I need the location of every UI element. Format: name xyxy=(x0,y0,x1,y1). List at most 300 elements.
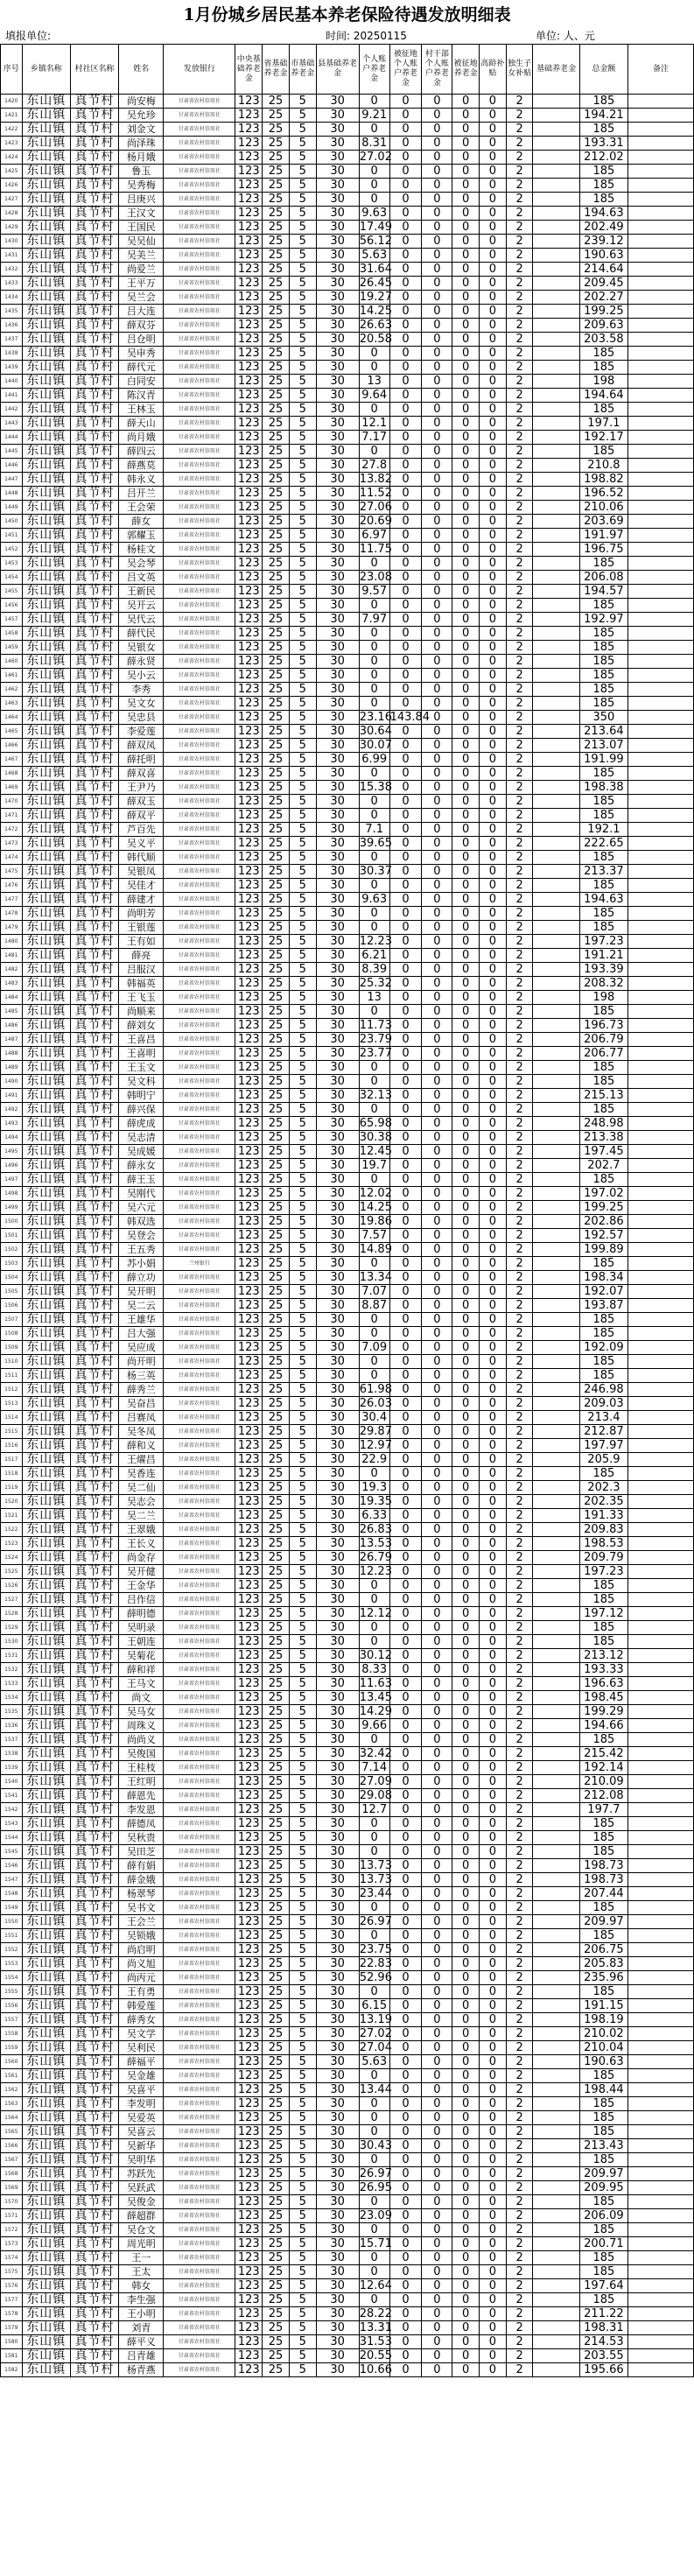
person-name-cell: 薛兴保 xyxy=(119,1103,164,1117)
remarks-cell xyxy=(628,1341,694,1355)
land-expropriated-account-pension-cell: 0 xyxy=(389,1803,422,1817)
remarks-cell xyxy=(628,1761,694,1775)
total-amount-cell: 248.98 xyxy=(579,1117,627,1131)
village-cadre-account-pension-cell: 0 xyxy=(422,333,452,347)
village-cadre-account-pension-cell: 0 xyxy=(422,1971,452,1985)
only-child-subsidy-cell: 2 xyxy=(506,1145,533,1159)
remarks-cell xyxy=(628,1663,694,1677)
village-name-cell: 真节村 xyxy=(70,1061,118,1075)
land-expropriated-account-pension-cell: 0 xyxy=(389,1215,422,1229)
personal-account-pension-cell: 27.04 xyxy=(359,2041,392,2054)
township-name-cell: 东山镇 xyxy=(22,361,70,375)
payout-bank-cell: 甘肃省农村信用社 xyxy=(164,1355,235,1369)
only-child-subsidy-cell: 2 xyxy=(506,725,533,739)
basic-pension-cell xyxy=(533,151,579,165)
row-number-cell: 1495 xyxy=(1,1145,23,1159)
person-name-cell: 吴冬凤 xyxy=(119,1425,164,1439)
row-number-cell: 1577 xyxy=(1,2293,23,2307)
person-name-cell: 王金华 xyxy=(119,1579,164,1593)
village-cadre-account-pension-cell: 0 xyxy=(422,683,452,697)
table-row xyxy=(1,417,694,431)
personal-account-pension-cell: 26.03 xyxy=(359,1397,392,1410)
land-expropriated-pension-cell: 0 xyxy=(452,1537,480,1551)
table-row xyxy=(1,1327,694,1341)
senior-age-subsidy-cell: 0 xyxy=(480,1355,507,1369)
total-amount-cell: 198.53 xyxy=(579,1537,627,1551)
only-child-subsidy-cell: 2 xyxy=(506,417,533,431)
row-number-cell: 1508 xyxy=(1,1327,23,1341)
table-row xyxy=(1,1649,694,1663)
county-basic-pension-cell: 30 xyxy=(316,1719,359,1733)
village-name-cell: 真节村 xyxy=(70,165,118,179)
land-expropriated-pension-cell: 0 xyxy=(452,109,480,123)
provincial-basic-pension-cell: 25 xyxy=(263,599,290,613)
person-name-cell: 吴文女 xyxy=(119,697,164,711)
only-child-subsidy-cell: 2 xyxy=(506,1075,533,1089)
only-child-subsidy-cell: 2 xyxy=(506,1957,533,1971)
senior-age-subsidy-cell: 0 xyxy=(480,2013,507,2027)
township-name-cell: 东山镇 xyxy=(22,2069,70,2083)
village-name-cell: 真节村 xyxy=(70,1341,118,1355)
village-name-cell: 真节村 xyxy=(70,2363,118,2377)
county-basic-pension-cell: 30 xyxy=(316,669,359,683)
village-name-cell: 真节村 xyxy=(70,1915,118,1929)
village-name-cell: 真节村 xyxy=(70,935,118,949)
row-number-cell: 1494 xyxy=(1,1131,23,1145)
person-name-cell: 王一 xyxy=(119,2251,164,2265)
total-amount-cell: 185 xyxy=(579,1467,627,1481)
only-child-subsidy-cell: 2 xyxy=(506,2041,533,2055)
township-name-cell: 东山镇 xyxy=(22,2027,70,2041)
table-row xyxy=(1,2349,694,2363)
payout-bank-cell: 甘肃省农村信用社 xyxy=(164,221,235,235)
village-cadre-account-pension-cell: 0 xyxy=(422,249,452,263)
personal-account-pension-cell: 22.83 xyxy=(359,1957,392,1970)
city-basic-pension-cell: 5 xyxy=(289,2069,316,2083)
total-amount-cell: 185 xyxy=(579,1621,627,1635)
only-child-subsidy-cell: 2 xyxy=(506,109,533,123)
land-expropriated-pension-cell: 0 xyxy=(452,1551,480,1565)
person-name-cell: 吴锁娥 xyxy=(119,1929,164,1943)
senior-age-subsidy-cell: 0 xyxy=(480,1607,507,1621)
city-basic-pension-cell: 5 xyxy=(289,1383,316,1397)
village-name-cell: 真节村 xyxy=(70,2209,118,2223)
land-expropriated-account-pension-cell: 0 xyxy=(389,2055,422,2069)
provincial-basic-pension-cell: 25 xyxy=(263,2293,290,2307)
township-name-cell: 东山镇 xyxy=(22,375,70,389)
person-name-cell: 吴应成 xyxy=(119,1341,164,1355)
city-basic-pension-cell: 5 xyxy=(289,557,316,571)
village-name-cell: 真节村 xyxy=(70,291,118,305)
land-expropriated-pension-cell: 0 xyxy=(452,2195,480,2209)
payout-bank-cell: 甘肃省农村信用社 xyxy=(164,1971,235,1985)
land-expropriated-pension-cell: 0 xyxy=(452,515,480,529)
only-child-subsidy-cell: 2 xyxy=(506,1187,533,1201)
total-amount-cell: 195.66 xyxy=(579,2363,627,2377)
city-basic-pension-cell: 5 xyxy=(289,571,316,585)
only-child-subsidy-cell: 2 xyxy=(506,641,533,655)
personal-account-pension-cell: 19.7 xyxy=(359,1159,389,1173)
person-name-cell: 刘青 xyxy=(119,2321,164,2335)
basic-pension-cell xyxy=(533,2349,579,2363)
county-basic-pension-cell: 30 xyxy=(316,2083,359,2097)
total-amount-cell: 211.22 xyxy=(579,2307,627,2321)
basic-pension-cell xyxy=(533,837,579,851)
township-name-cell: 东山镇 xyxy=(22,571,70,585)
provincial-basic-pension-cell: 25 xyxy=(263,515,290,529)
senior-age-subsidy-cell: 0 xyxy=(480,417,507,431)
person-name-cell: 薛双芬 xyxy=(119,319,164,333)
person-name-cell: 韩明宁 xyxy=(119,1089,164,1103)
senior-age-subsidy-cell: 0 xyxy=(480,2251,507,2265)
basic-pension-cell xyxy=(533,1299,579,1313)
personal-account-pension-cell: 26.97 xyxy=(359,1915,392,1928)
land-expropriated-account-pension-cell: 0 xyxy=(389,1425,422,1439)
payout-bank-cell: 甘肃省农村信用社 xyxy=(164,1509,235,1523)
table-row xyxy=(1,389,694,403)
personal-account-pension-cell: 32.13 xyxy=(359,1089,392,1102)
row-number-cell: 1520 xyxy=(1,1495,23,1509)
senior-age-subsidy-cell: 0 xyxy=(480,599,507,613)
township-name-cell: 东山镇 xyxy=(22,1397,70,1411)
only-child-subsidy-cell: 2 xyxy=(506,1635,533,1649)
total-amount-cell: 185 xyxy=(579,2251,627,2265)
row-number-cell: 1470 xyxy=(1,795,23,809)
table-row xyxy=(1,333,694,347)
row-number-cell: 1479 xyxy=(1,921,23,935)
provincial-basic-pension-cell: 25 xyxy=(263,2223,290,2237)
land-expropriated-account-pension-cell: 0 xyxy=(389,1257,422,1271)
city-basic-pension-cell: 5 xyxy=(289,627,316,641)
land-expropriated-account-pension-cell: 0 xyxy=(389,347,422,361)
person-name-cell: 王有如 xyxy=(119,935,164,949)
village-name-cell: 真节村 xyxy=(70,1453,118,1467)
county-basic-pension-cell: 30 xyxy=(316,2139,359,2153)
payout-bank-cell: 甘肃省农村信用社 xyxy=(164,1579,235,1593)
senior-age-subsidy-cell: 0 xyxy=(480,2097,507,2111)
total-amount-cell: 185 xyxy=(579,851,627,865)
only-child-subsidy-cell: 2 xyxy=(506,2153,533,2167)
provincial-basic-pension-cell: 25 xyxy=(263,1733,290,1747)
senior-age-subsidy-cell: 0 xyxy=(480,1383,507,1397)
central-basic-pension-cell: 123 xyxy=(235,1565,263,1579)
township-name-cell: 东山镇 xyxy=(22,1439,70,1453)
basic-pension-cell xyxy=(533,501,579,515)
county-basic-pension-cell: 30 xyxy=(316,1635,359,1649)
personal-account-pension-cell: 7.1 xyxy=(359,823,389,837)
only-child-subsidy-cell: 2 xyxy=(506,459,533,473)
person-name-cell: 吕大强 xyxy=(119,1327,164,1341)
central-basic-pension-cell: 123 xyxy=(235,571,263,585)
village-cadre-account-pension-cell: 0 xyxy=(422,1201,452,1215)
land-expropriated-pension-cell: 0 xyxy=(452,1467,480,1481)
township-name-cell: 东山镇 xyxy=(22,277,70,291)
land-expropriated-pension-cell: 0 xyxy=(452,571,480,585)
remarks-cell xyxy=(628,1607,694,1621)
person-name-cell: 陈汉青 xyxy=(119,389,164,403)
person-name-cell: 吴秀梅 xyxy=(119,179,164,193)
township-name-cell: 东山镇 xyxy=(22,781,70,795)
basic-pension-cell xyxy=(533,487,579,501)
village-name-cell: 真节村 xyxy=(70,1565,118,1579)
village-name-cell: 真节村 xyxy=(70,1271,118,1285)
row-number-cell: 1421 xyxy=(1,109,23,123)
payout-bank-cell: 甘肃省农村信用社 xyxy=(164,1369,235,1383)
village-name-cell: 真节村 xyxy=(70,1649,118,1663)
village-name-cell: 真节村 xyxy=(70,599,118,613)
basic-pension-cell xyxy=(533,1579,579,1593)
personal-account-pension-cell: 13.31 xyxy=(359,2321,392,2334)
table-row xyxy=(1,1607,694,1621)
person-name-cell: 薛福平 xyxy=(119,2055,164,2069)
person-name-cell: 吴明华 xyxy=(119,2153,164,2167)
table-row xyxy=(1,1509,694,1523)
senior-age-subsidy-cell: 0 xyxy=(480,907,507,921)
city-basic-pension-cell: 5 xyxy=(289,305,316,319)
basic-pension-cell xyxy=(533,655,579,669)
provincial-basic-pension-cell: 25 xyxy=(263,1061,290,1075)
personal-account-pension-cell: 29.87 xyxy=(359,1425,392,1438)
senior-age-subsidy-cell: 0 xyxy=(480,487,507,501)
payout-bank-cell: 甘肃省农村信用社 xyxy=(164,1677,235,1691)
village-cadre-account-pension-cell: 0 xyxy=(422,1397,452,1411)
central-basic-pension-cell: 123 xyxy=(235,669,263,683)
land-expropriated-pension-cell: 0 xyxy=(452,1243,480,1257)
village-cadre-account-pension-cell: 0 xyxy=(422,935,452,949)
personal-account-pension-cell: 0 xyxy=(359,1621,389,1635)
payout-bank-cell: 甘肃省农村信用社 xyxy=(164,683,235,697)
person-name-cell: 尚开明 xyxy=(119,1355,164,1369)
only-child-subsidy-cell: 2 xyxy=(506,1439,533,1453)
county-basic-pension-cell: 30 xyxy=(316,1481,359,1495)
row-number-cell: 1551 xyxy=(1,1929,23,1943)
remarks-cell xyxy=(628,2321,694,2335)
village-cadre-account-pension-cell: 0 xyxy=(422,221,452,235)
land-expropriated-account-pension-cell: 0 xyxy=(389,1481,422,1495)
village-cadre-account-pension-cell: 0 xyxy=(422,2139,452,2153)
basic-pension-cell xyxy=(533,2055,579,2069)
village-cadre-account-pension-cell: 0 xyxy=(422,179,452,193)
personal-account-pension-cell: 13.73 xyxy=(359,1873,392,1886)
senior-age-subsidy-cell: 0 xyxy=(480,1929,507,1943)
person-name-cell: 王林玉 xyxy=(119,403,164,417)
land-expropriated-account-pension-cell: 0 xyxy=(389,1495,422,1509)
only-child-subsidy-cell: 2 xyxy=(506,669,533,683)
total-amount-cell: 213.37 xyxy=(579,865,627,879)
land-expropriated-pension-cell: 0 xyxy=(452,1579,480,1593)
township-name-cell: 东山镇 xyxy=(22,1747,70,1761)
only-child-subsidy-cell: 2 xyxy=(506,1159,533,1173)
provincial-basic-pension-cell: 25 xyxy=(263,123,290,137)
personal-account-pension-cell: 9.66 xyxy=(359,1719,389,1733)
land-expropriated-account-pension-cell: 0 xyxy=(389,1537,422,1551)
total-amount-cell: 214.53 xyxy=(579,2335,627,2349)
city-basic-pension-cell: 5 xyxy=(289,207,316,221)
village-cadre-account-pension-cell: 0 xyxy=(422,1215,452,1229)
person-name-cell: 吴美兰 xyxy=(119,249,164,263)
person-name-cell: 王会兰 xyxy=(119,1915,164,1929)
payout-bank-cell: 甘肃省农村信用社 xyxy=(164,2139,235,2153)
provincial-basic-pension-cell: 25 xyxy=(263,1579,290,1593)
township-name-cell: 东山镇 xyxy=(22,1033,70,1047)
row-number-cell: 1451 xyxy=(1,529,23,543)
village-name-cell: 真节村 xyxy=(70,753,118,767)
central-basic-pension-cell: 123 xyxy=(235,1957,263,1971)
table-row xyxy=(1,1551,694,1565)
table-row xyxy=(1,1817,694,1831)
central-basic-pension-cell: 123 xyxy=(235,1649,263,1663)
provincial-basic-pension-cell: 25 xyxy=(263,1509,290,1523)
village-cadre-account-pension-cell: 0 xyxy=(422,1635,452,1649)
personal-account-pension-cell: 11.52 xyxy=(359,487,392,500)
basic-pension-cell xyxy=(533,389,579,403)
only-child-subsidy-cell: 2 xyxy=(506,2167,533,2181)
only-child-subsidy-cell: 2 xyxy=(506,375,533,389)
person-name-cell: 吴佳才 xyxy=(119,879,164,893)
central-basic-pension-cell: 123 xyxy=(235,2181,263,2195)
central-basic-pension-cell: 123 xyxy=(235,347,263,361)
village-cadre-account-pension-cell: 0 xyxy=(422,893,452,907)
person-name-cell: 吴俊金 xyxy=(119,2195,164,2209)
central-basic-pension-cell: 123 xyxy=(235,487,263,501)
senior-age-subsidy-cell: 0 xyxy=(480,963,507,977)
senior-age-subsidy-cell: 0 xyxy=(480,1551,507,1565)
basic-pension-cell xyxy=(533,1033,579,1047)
county-basic-pension-cell: 30 xyxy=(316,2041,359,2055)
village-cadre-account-pension-cell: 0 xyxy=(422,1019,452,1033)
central-basic-pension-cell: 123 xyxy=(235,1887,263,1901)
remarks-cell xyxy=(628,123,694,137)
person-name-cell: 王小明 xyxy=(119,2307,164,2321)
table-row xyxy=(1,837,694,851)
county-basic-pension-cell: 30 xyxy=(316,1705,359,1719)
total-amount-cell: 198.44 xyxy=(579,2083,627,2097)
county-basic-pension-cell: 30 xyxy=(316,879,359,893)
village-name-cell: 真节村 xyxy=(70,445,118,459)
total-amount-cell: 350 xyxy=(579,711,627,725)
land-expropriated-account-pension-cell: 0 xyxy=(389,1271,422,1285)
land-expropriated-pension-cell: 0 xyxy=(452,683,480,697)
total-amount-cell: 194.63 xyxy=(579,207,627,221)
senior-age-subsidy-cell: 0 xyxy=(480,1523,507,1537)
senior-age-subsidy-cell: 0 xyxy=(480,179,507,193)
payout-bank-cell: 甘肃省农村信用社 xyxy=(164,1747,235,1761)
table-row xyxy=(1,963,694,977)
personal-account-pension-cell: 29.08 xyxy=(359,1789,392,1802)
county-basic-pension-cell: 30 xyxy=(316,1089,359,1103)
city-basic-pension-cell: 5 xyxy=(289,1481,316,1495)
payout-bank-cell: 甘肃省农村信用社 xyxy=(164,2041,235,2055)
village-cadre-account-pension-cell: 0 xyxy=(422,2223,452,2237)
person-name-cell: 薛代元 xyxy=(119,361,164,375)
payout-bank-cell: 甘肃省农村信用社 xyxy=(164,893,235,907)
basic-pension-cell xyxy=(533,1285,579,1299)
basic-pension-cell xyxy=(533,1817,579,1831)
table-row xyxy=(1,1355,694,1369)
provincial-basic-pension-cell: 25 xyxy=(263,2251,290,2265)
table-row xyxy=(1,1705,694,1719)
land-expropriated-account-pension-cell: 0 xyxy=(389,1915,422,1929)
land-expropriated-pension-cell: 0 xyxy=(452,1047,480,1061)
table-row xyxy=(1,1229,694,1243)
only-child-subsidy-cell: 2 xyxy=(506,1845,533,1859)
city-basic-pension-cell: 5 xyxy=(289,529,316,543)
senior-age-subsidy-cell: 0 xyxy=(480,1215,507,1229)
person-name-cell: 周珠义 xyxy=(119,1719,164,1733)
township-name-cell: 东山镇 xyxy=(22,935,70,949)
row-number-cell: 1513 xyxy=(1,1397,23,1411)
total-amount-cell: 185 xyxy=(579,2069,627,2083)
payout-bank-cell: 甘肃省农村信用社 xyxy=(164,1621,235,1635)
person-name-cell: 薛双玉 xyxy=(119,795,164,809)
city-basic-pension-cell: 5 xyxy=(289,1439,316,1453)
central-basic-pension-cell: 123 xyxy=(235,2069,263,2083)
total-amount-cell: 213.64 xyxy=(579,725,627,739)
provincial-basic-pension-cell: 25 xyxy=(263,2069,290,2083)
total-amount-cell: 198.38 xyxy=(579,781,627,795)
remarks-cell xyxy=(628,809,694,823)
township-name-cell: 东山镇 xyxy=(22,305,70,319)
city-basic-pension-cell: 5 xyxy=(289,1985,316,1999)
row-number-cell: 1450 xyxy=(1,515,23,529)
remarks-cell xyxy=(628,1635,694,1649)
land-expropriated-account-pension-cell: 0 xyxy=(389,935,422,949)
only-child-subsidy-cell: 2 xyxy=(506,151,533,165)
person-name-cell: 王太 xyxy=(119,2265,164,2279)
total-amount-cell: 185 xyxy=(579,1075,627,1089)
township-name-cell: 东山镇 xyxy=(22,1789,70,1803)
land-expropriated-pension-cell: 0 xyxy=(452,1019,480,1033)
village-cadre-account-pension-cell: 0 xyxy=(422,277,452,291)
central-basic-pension-cell: 123 xyxy=(235,515,263,529)
total-amount-cell: 210.04 xyxy=(579,2041,627,2055)
land-expropriated-pension-cell: 0 xyxy=(452,1593,480,1607)
total-amount-cell: 214.64 xyxy=(579,263,627,277)
payout-bank-cell: 甘肃省农村信用社 xyxy=(164,1439,235,1453)
provincial-basic-pension-cell: 25 xyxy=(263,1383,290,1397)
township-name-cell: 东山镇 xyxy=(22,1271,70,1285)
only-child-subsidy-cell: 2 xyxy=(506,1537,533,1551)
person-name-cell: 薛建才 xyxy=(119,893,164,907)
city-basic-pension-cell: 5 xyxy=(289,1621,316,1635)
county-basic-pension-cell: 30 xyxy=(316,1201,359,1215)
provincial-basic-pension-cell: 25 xyxy=(263,1551,290,1565)
personal-account-pension-cell: 7.57 xyxy=(359,1229,389,1243)
payout-bank-cell: 甘肃省农村信用社 xyxy=(164,2069,235,2083)
land-expropriated-account-pension-cell: 0 xyxy=(389,235,422,249)
village-cadre-account-pension-cell: 0 xyxy=(422,431,452,445)
village-name-cell: 真节村 xyxy=(70,207,118,221)
row-number-cell: 1540 xyxy=(1,1775,23,1789)
township-name-cell: 东山镇 xyxy=(22,2153,70,2167)
land-expropriated-pension-cell: 0 xyxy=(452,1831,480,1845)
only-child-subsidy-cell: 2 xyxy=(506,1117,533,1131)
row-number-cell: 1530 xyxy=(1,1635,23,1649)
village-name-cell: 真节村 xyxy=(70,179,118,193)
senior-age-subsidy-cell: 0 xyxy=(480,557,507,571)
village-cadre-account-pension-cell: 0 xyxy=(422,1453,452,1467)
village-name-cell: 真节村 xyxy=(70,725,118,739)
remarks-cell xyxy=(628,1145,694,1159)
central-basic-pension-cell: 123 xyxy=(235,963,263,977)
land-expropriated-pension-cell: 0 xyxy=(452,1719,480,1733)
township-name-cell: 东山镇 xyxy=(22,389,70,403)
city-basic-pension-cell: 5 xyxy=(289,445,316,459)
remarks-cell xyxy=(628,767,694,781)
township-name-cell: 东山镇 xyxy=(22,1075,70,1089)
provincial-basic-pension-cell: 25 xyxy=(263,781,290,795)
village-cadre-account-pension-cell: 0 xyxy=(422,599,452,613)
